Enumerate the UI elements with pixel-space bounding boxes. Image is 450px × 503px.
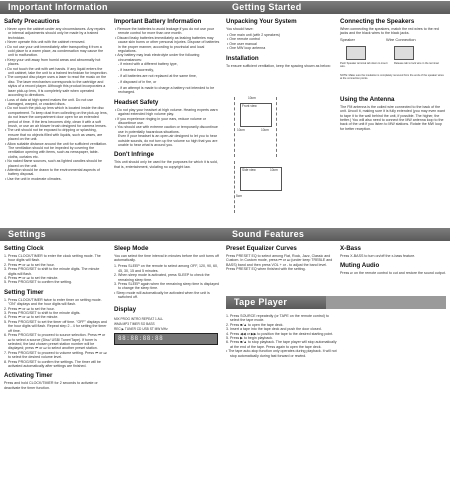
step: 1. Press SOURCE repeatedly (or TAPE on the remote control) to select the tape mode. — [226, 314, 329, 323]
speaker-diagram — [340, 38, 446, 90]
unpacking-heading: Unpacking Your System — [226, 18, 297, 25]
list-item: • One MW loop antenna — [226, 46, 336, 50]
xbass-heading: X-Bass — [340, 245, 361, 252]
step: 5. Press ▶ to begin playback. — [226, 336, 273, 341]
step: 4. Press ⏮ or ⏭ to set the minute. — [4, 315, 59, 320]
clock-heading: Setting Clock — [4, 245, 44, 252]
step: 4. Press ⏮ or ⏭ to set the minute. — [4, 276, 59, 281]
list-item: • The unit should not be exposed to dripping or splashing, ensure that no objects filled with liquids, such as vases, are placed on the unit. — [4, 128, 108, 141]
display-heading: Display — [114, 305, 137, 313]
display-indicators-row: MIX PROG INTRO REPEAT 1 ALL — [114, 316, 164, 321]
list-item: • Do not touch the pick-up lens which is located inside the disc compartment. To keep dust from collecting on the pick-up lens, do not leave the compartment door open for an extended period of time. If the lens becomes dirty, clean it with a soft brush, or use an air blower brush designed for camera lenses. — [4, 106, 108, 128]
list-item: • Allow suitable distance around the unit for sufficient ventilation. The ventilation should not be impeded by covering the ventilation opening with items, such as newspaper, table-cloths, curtains etc. — [4, 142, 108, 160]
sleep-column — [114, 244, 222, 345]
speakers-column — [340, 17, 446, 133]
clock-column — [4, 244, 108, 392]
step: 1. Press CLOCK/TIMER twice to enter timer on setting mode. "ON" displays and the hour digits will flash. — [4, 297, 102, 307]
list-item: • If you experience ringing in your ears, reduce volume or discontinue use. — [114, 117, 220, 126]
muting-text: Press ⏯ on the remote control to cut and restore the sound output. — [340, 271, 446, 276]
step: 3. Press PROG/SET to shift to the minute digits. — [4, 311, 81, 316]
display-panel — [114, 317, 218, 345]
section-band-settings — [0, 228, 450, 241]
section-title-important: Important Information — [0, 1, 232, 14]
list-item: • Any battery may leak electrolyte under the following circumstances: — [114, 53, 220, 62]
list-item: • Keep your unit away from humid areas and abnormally hot places. — [4, 58, 108, 67]
spacing-label: 10cm — [270, 168, 278, 172]
list-item: • Do not use your unit immediately after transporting it from a cold place to a warm place, as condensation may cause the unit to malfunction. — [4, 45, 108, 58]
list-item: • Do not touch the unit with wet hands. If any liquid enters the unit cabinet, take the unit to a trained technician for inspection. — [4, 67, 108, 76]
section-title-sound: Sound Features — [224, 228, 450, 241]
step: 2. Press ⏮ or ⏭ to set the hour. — [4, 262, 55, 267]
front-view-label: Front view — [242, 104, 257, 108]
step: 1. Press CLOCK/TIMER to enter the clock setting mode. The hour digits will flash. — [4, 254, 101, 263]
speaker-caption: Push Speaker terminal tab down to insert wire. — [340, 61, 388, 68]
step: 3. Insert a tape into the tape deck and push the door closed. — [226, 327, 322, 332]
wire-connection-label: Wire Connection — [386, 36, 416, 42]
step: 4. Press ◀◀ or ▶▶ to position the tape to the desired starting point. — [226, 331, 334, 336]
step: 3. Press PROG/SET to shift to the minute digits. The minute digits will flash. — [4, 267, 100, 276]
spacing-line — [234, 97, 235, 157]
step: 6. Press PROG/SET to proceed to source selection. Press ⏮ or ⏭ to select a source (Disc/ USB/ Tuner/Tape). If tuner is selected, the last chosen preset station number will be displayed; press ⏮ or ⏭ to select another preset station. — [4, 333, 106, 351]
list-item: • One remote control — [226, 37, 336, 41]
list-item: Even if your headset is an open-air designed to let you to hear outside sounds, do not turn up the volume so high that you are unable to hear what is around you. — [118, 134, 218, 147]
speaker-label: Speaker — [340, 36, 355, 42]
sleep-heading: Sleep Mode — [114, 245, 149, 252]
list-subitem: - if mixed with a different battery type, — [118, 62, 178, 67]
step: 2. Press ⏮ or ⏭ to set the hour. — [4, 306, 55, 311]
muting-heading: Muting Audio — [340, 262, 380, 270]
section-band-tape — [226, 296, 446, 309]
list-item: • Never open the cabinet under any circumstances. Any repairs or internal adjustments should only be made by a trained technician. — [4, 27, 108, 40]
list-subitem: - if inserted incorrectly, — [118, 68, 154, 73]
step: • The tape auto-stop function only operates during playback. It will not stop automatically during fast forward or rewind. — [226, 349, 337, 358]
forget-heading: Don't Infringe — [114, 151, 154, 159]
list-item: • Never operate this unit with the cabinet removed. — [4, 40, 108, 44]
speaker-terminal-icon — [394, 46, 414, 60]
list-subitem: - if all batteries are not replaced at the same time, — [118, 74, 197, 79]
list-item: • Use the unit in moderate climates. — [4, 177, 108, 181]
xbass-column — [340, 244, 446, 277]
list-item: • Do not play your headset at high volume. Hearing experts warn against extended high volume play. — [114, 108, 220, 117]
spacing-line — [276, 97, 277, 157]
step: • Sleep mode will automatically be activated when the unit is switched off. — [114, 290, 210, 300]
step: 3. Press SLEEP again when the remaining sleep time is displayed to change the sleep time. — [114, 281, 220, 291]
side-view-label: Side view — [242, 168, 256, 172]
step: 5. Press PROG/SET to confirm the setting. — [4, 280, 73, 285]
display-lcd — [114, 333, 218, 345]
installation-diagram — [228, 95, 336, 217]
section-title-tape: Tape Player — [226, 296, 326, 309]
section-band-important — [0, 1, 450, 14]
antenna-heading: Using the Antenna — [340, 95, 395, 103]
list-item: • Loss of data at high speed makes the unit. Do not use damaged, warped, or cracked discs. — [4, 98, 108, 107]
step: 6. Press ■/▲ to stop playback. The tape player will stop automatically at the end of the tape. Press again to open the tape deck. — [226, 340, 337, 349]
eq-text: Press PRESET EQ to select among Flat, Rock, Jazz, Classic and Custom. In Custom mode, press ⏮ or ⏭ (under keep TREBLE and BASS) band and then press VOL + or - to adjust the band level. Press PRESET EQ when finished with the setting. — [226, 254, 333, 272]
safety-heading: Safety Precautions — [4, 18, 60, 25]
battery-column — [114, 17, 220, 171]
eq-column — [226, 244, 336, 273]
spacing-line — [234, 161, 235, 213]
headset-heading: Headset Safety — [114, 98, 159, 106]
list-item: • The compact disc player uses a laser to read the music on the disc. The laser mechanism corresponds to the cartridge and stylus of a record player. Although this product incorporates a laser pick-up lens, it is completely safe when operated according to directions. — [4, 75, 108, 97]
list-subitem: - if an attempt is made to charge a battery not intended to be recharged. — [118, 85, 215, 95]
spacing-label: 5cm — [236, 194, 243, 198]
list-item: • Remove the batteries to avoid leakage if you do not use your remote control for more than one month. — [114, 27, 220, 36]
section-title-settings: Settings — [0, 228, 232, 241]
speakers-text: When connecting the speakers, match the red wires to the red jacks and the black wires to the black jacks. — [340, 27, 439, 36]
list-item: • Discard leaky batteries immediately as leaking batteries may cause skin burns or other personal injuries. Dispose of batteries in the proper manner, according to provincial and local regulations. — [114, 36, 220, 54]
step: 8. Press PROG/SET to confirm the settings. The timer will be activated automatically after settings are finished. — [4, 359, 101, 368]
speaker-terminal-icon — [346, 46, 366, 60]
step: 7. Press PROG/SET to proceed to volume setting. Press ⏮ or ⏭ to select the desired volume level. — [4, 350, 107, 360]
list-subitem: - if disposed of in fire, or — [118, 79, 157, 84]
speakers-heading: Connecting the Speakers — [340, 18, 415, 25]
tape-column — [226, 314, 338, 358]
safety-column — [4, 17, 108, 181]
eq-heading: Preset Equalizer Curves — [226, 245, 297, 252]
list-item: • You should use with extreme caution or temporarily discontinue use in potentially hazardous situations. — [114, 125, 220, 134]
activating-text: Press and hold CLOCK/TIMER for 2 seconds to activate or deactivate the timer function. — [4, 381, 98, 390]
speaker-note: NOTE: Make sure the insulation is completely removed from the ends of the speaker wires at the connection points. — [340, 73, 444, 80]
spacing-label: 10cm — [248, 96, 256, 100]
sleep-text: You can select the time interval in minutes before the unit turns off automatically. — [114, 254, 219, 263]
unpacking-intro: You should have: — [226, 27, 254, 31]
display-indicators-row: REC ▶ TUNER CD USB ST MW MHz — [114, 326, 168, 331]
antenna-text: The FM antenna is the coiled wire connected to the back of the unit. Uncoil it, making sure it is fully extended (you may even want to tape it to the wall behind the unit, if possible. The higher, the better.) You will also need to connect the MW antenna loop to the back of the unit if you listen to MW stations. Rotate the MW loop for better reception. — [340, 104, 445, 131]
battery-heading: Important Battery Information — [114, 18, 202, 25]
unpacking-column — [226, 17, 336, 69]
list-item: • No naked flame sources, such as lighted candles should be placed on the unit. — [4, 159, 108, 168]
display-indicators-row: WMA MP3 TIMER SO BASS — [114, 321, 155, 326]
speaker-caption: Release tab to lock wire in the terminal. — [394, 61, 440, 65]
list-item: • One main unit (with 2 speakers) — [226, 33, 336, 37]
section-title-getting-started: Getting Started — [224, 1, 450, 14]
forget-text: This unit should only be used for the purposes for which it is sold, that is, entertainment, violating no copyright law. — [114, 160, 218, 169]
xbass-text: Press X-BASS to turn on/off the x-bass feature. — [340, 254, 416, 258]
list-item: • One user manual — [226, 42, 336, 46]
timer-heading: Setting Timer — [4, 288, 44, 296]
step: 2. When sleep mode is activated, press SLEEP to check the remaining sleep time. — [114, 273, 210, 282]
spacing-label: 10cm — [237, 128, 245, 132]
installation-text: To ensure sufficient ventilation, keep the spacing shown as below: — [226, 63, 331, 68]
spacing-label: 10cm — [261, 128, 269, 132]
installation-heading: Installation — [226, 54, 259, 62]
display-digits: 88:88:88:88 — [118, 334, 164, 342]
step: 1. Press SLEEP on the remote to select among OFF, 120, 90, 60, 45, 30, 15 and 5 minutes. — [114, 264, 219, 273]
list-item: • Attention should be drawn to the environmental aspects of battery disposal. — [4, 168, 108, 177]
step: 5. Press PROG/SET to set the timer off time. "OFF" displays and the hour digits will flash. Repeat step 2 - 4 for setting the timer off time. — [4, 319, 107, 333]
step: 2. Press ■/▲ to open the tape deck. — [226, 322, 284, 327]
activating-heading: Activating Timer — [4, 372, 53, 380]
